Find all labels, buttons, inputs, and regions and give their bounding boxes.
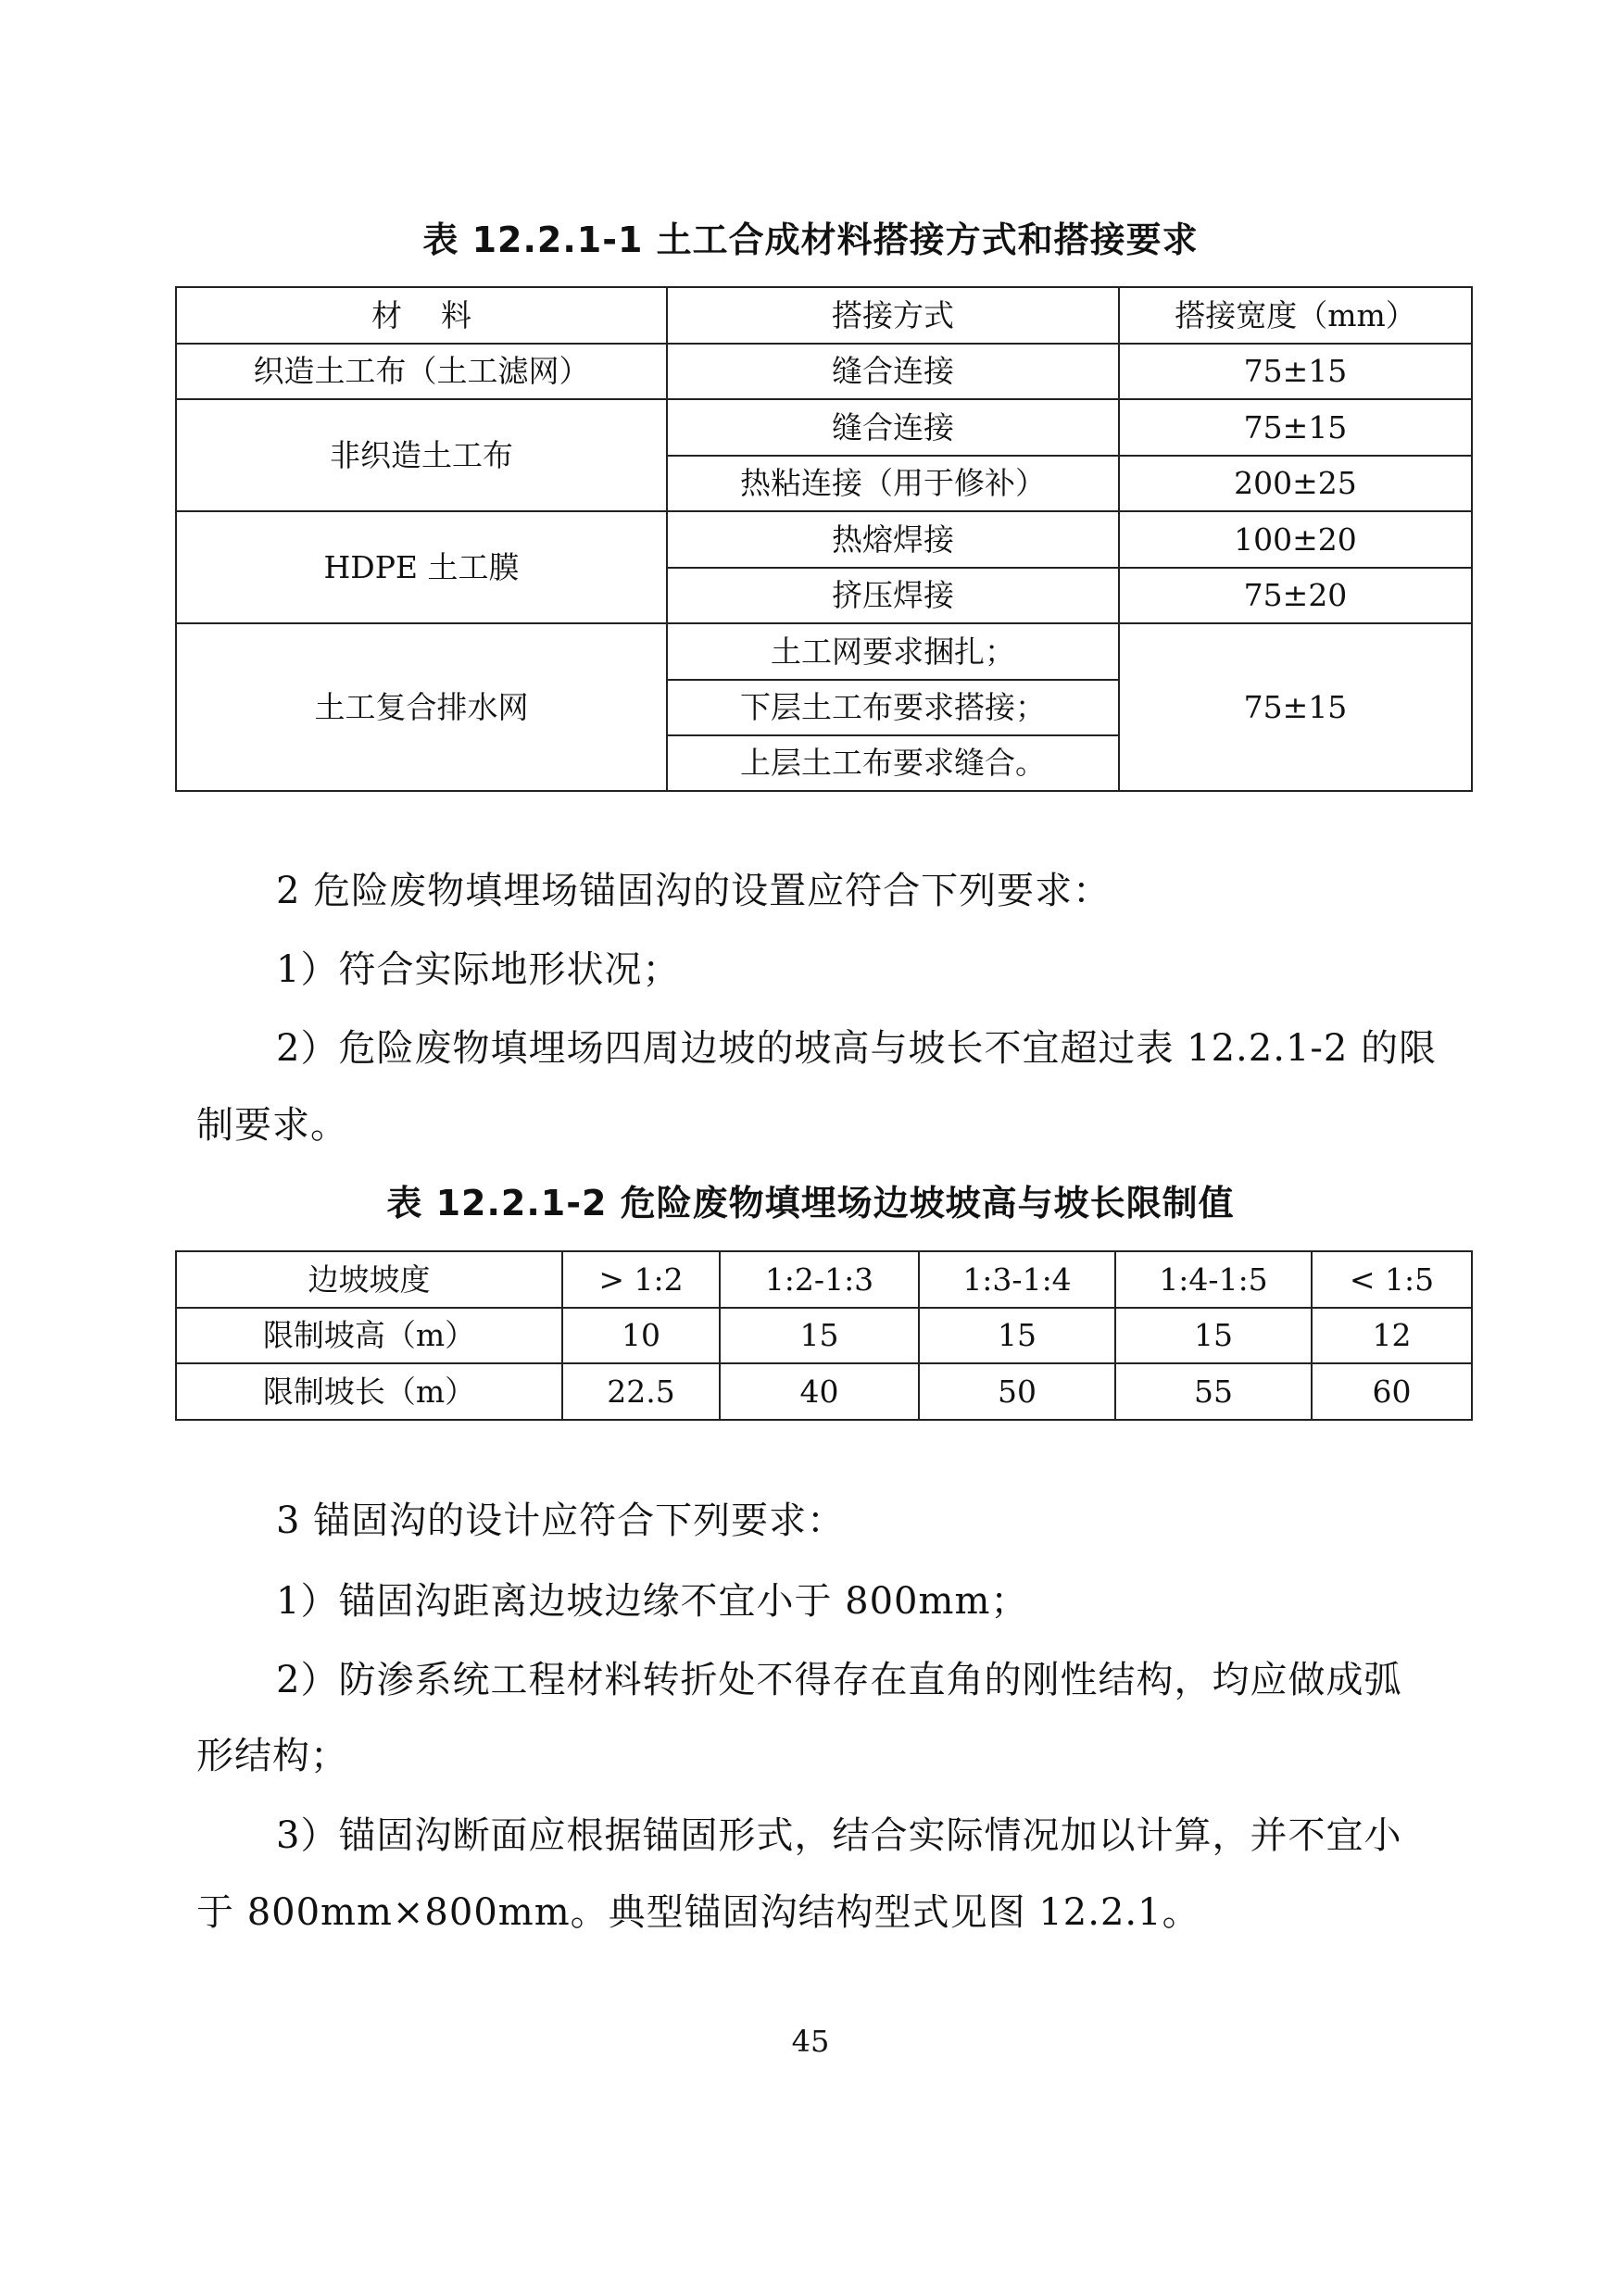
material-cell: 土工复合排水网 [176,623,667,791]
table-cell: 40 [720,1363,919,1420]
method-cell: 热熔焊接 [667,511,1119,568]
method-cell: 缝合连接 [667,344,1119,399]
header-cell: 1:4-1:5 [1115,1251,1312,1308]
material-cell: HDPE 土工膜 [176,511,667,623]
method-cell: 上层土工布要求缝合。 [667,735,1119,791]
width-cell: 75±15 [1119,399,1472,456]
section-3-item-3-line2: 于 800mm×800mm。典型锚固沟结构型式见图 12.2.1。 [196,1891,1200,1934]
method-cell: 挤压焊接 [667,568,1119,623]
row-label: 限制坡长（m） [176,1363,562,1420]
header-cell: 1:3-1:4 [919,1251,1115,1308]
table-cell: 22.5 [562,1363,720,1420]
width-cell: 75±20 [1119,568,1472,623]
table-row [176,1308,1472,1363]
table-cell: 10 [562,1308,720,1363]
table-cell: 60 [1312,1363,1472,1420]
table-cell: 15 [720,1308,919,1363]
header-lap-width: 搭接宽度（mm） [1119,287,1472,344]
section-3-item-1: 1）锚固沟距离边坡边缘不宜小于 800mm； [276,1580,1029,1623]
section-2-intro: 2 危险废物填埋场锚固沟的设置应符合下列要求： [276,870,1112,912]
method-cell: 缝合连接 [667,399,1119,456]
header-cell: < 1:5 [1312,1251,1472,1308]
material-cell: 非织造土工布 [176,399,667,511]
table-cell: 55 [1115,1363,1312,1420]
width-cell: 100±20 [1119,511,1472,568]
table-cell: 15 [919,1308,1115,1363]
section-2-item-2-line1: 2）危险废物填埋场四周边坡的坡高与坡长不宜超过表 12.2.1-2 的限 [276,1027,1438,1070]
section-3-item-2-line1: 2）防渗系统工程材料转折处不得存在直角的刚性结构，均应做成弧 [276,1659,1402,1701]
table-row [176,623,1472,680]
header-lap-method: 搭接方式 [667,287,1119,344]
method-cell: 下层土工布要求搭接； [667,680,1119,735]
slope-limit-table [175,1250,1473,1421]
header-cell: > 1:2 [562,1251,720,1308]
section-2-item-2-line2: 制要求。 [196,1104,348,1147]
width-cell: 200±25 [1119,456,1472,511]
table-row [176,511,1472,568]
table-row [176,344,1472,399]
table2-caption: 表 12.2.1-2 危险废物填埋场边坡坡高与坡长限制值 [386,1183,1235,1223]
section-3-item-2-line2: 形结构； [196,1735,348,1777]
table-row [176,1363,1472,1420]
material-cell: 织造土工布（土工滤网） [176,344,667,399]
header-material: 材 料 [176,287,667,344]
header-cell: 1:2-1:3 [720,1251,919,1308]
table-row [176,399,1472,456]
section-2-item-1: 1）符合实际地形状况； [276,948,681,991]
table-cell: 15 [1115,1308,1312,1363]
row-label: 限制坡高（m） [176,1308,562,1363]
method-cell: 土工网要求捆扎； [667,623,1119,680]
table1-caption: 表 12.2.1-1 土工合成材料搭接方式和搭接要求 [422,220,1199,260]
width-cell: 75±15 [1119,623,1472,791]
section-3-intro: 3 锚固沟的设计应符合下列要求： [276,1499,846,1542]
lap-requirements-table [175,286,1473,792]
page-number: 45 [791,2024,830,2059]
header-slope-grade: 边坡坡度 [176,1251,562,1308]
table-cell: 12 [1312,1308,1472,1363]
table-cell: 50 [919,1363,1115,1420]
section-3-item-3-line1: 3）锚固沟断面应根据锚固形式，结合实际情况加以计算，并不宜小 [276,1814,1402,1857]
method-cell: 热粘连接（用于修补） [667,456,1119,511]
width-cell: 75±15 [1119,344,1472,399]
table-header-row [176,1251,1472,1308]
table-header-row [176,287,1472,344]
